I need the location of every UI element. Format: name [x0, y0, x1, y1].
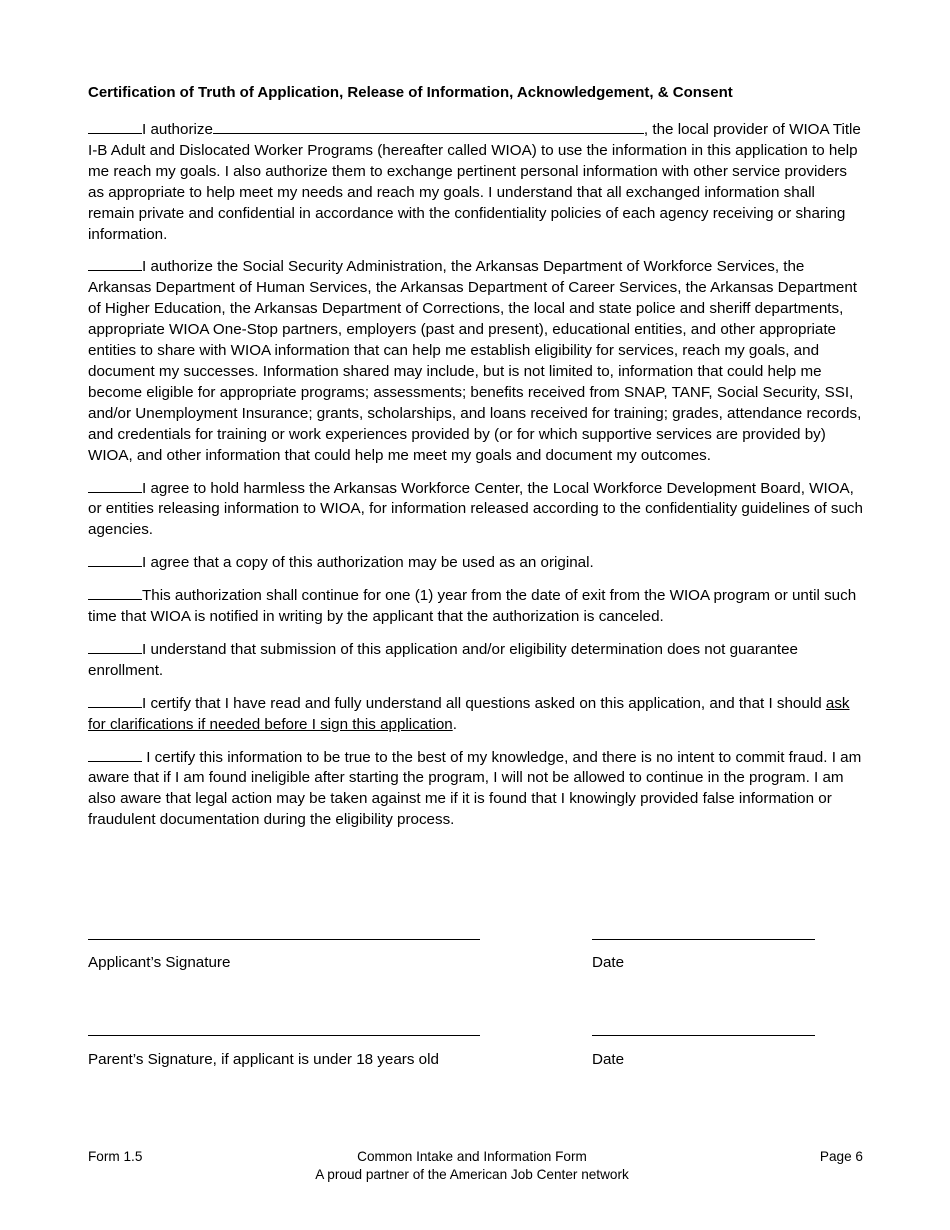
page-title: Certification of Truth of Application, Release of Information, Acknowledgement, & Consent — [88, 84, 733, 101]
paragraph-text: I agree that a copy of this authorization may be used as an original. — [142, 554, 594, 572]
initial-field-3[interactable] — [88, 478, 142, 493]
paragraph-lead: I authorize — [142, 121, 213, 138]
parent-signature-line[interactable] — [88, 1035, 480, 1036]
paragraph-text: I certify this information to be true to the best of my knowledge, and there is no intent to commit fraud. I am aware that if I am found ineligible after starting the program, I will not be allowed to continue in the program. I am also aware that legal action may be taken against me if it is found that I knowingly provided false information or fraudulent documentation during the eligibility process. — [88, 748, 862, 829]
footer-tagline: A proud partner of the American Job Center network — [315, 1167, 629, 1182]
applicant-date-label: Date — [592, 954, 625, 971]
paragraph-duration — [88, 585, 864, 628]
paragraph-certify-understand — [88, 693, 864, 736]
footer-center — [88, 1148, 856, 1184]
applicant-date-line[interactable] — [592, 939, 815, 940]
parent-date-line[interactable] — [592, 1035, 815, 1036]
initial-field-8[interactable] — [88, 747, 142, 762]
provider-name-field[interactable] — [213, 119, 644, 134]
document-body — [88, 82, 864, 842]
parent-date-label: Date — [592, 1051, 625, 1068]
paragraph-authorize-agencies — [88, 256, 864, 466]
initial-field-5[interactable] — [88, 585, 142, 600]
initial-field-1[interactable] — [88, 119, 142, 134]
paragraph-text-end: . — [452, 715, 457, 733]
paragraph-text: I agree to hold harmless the Arkansas Workforce Center, the Local Workforce Development Board, WIOA, or entities releasing information to WIOA, for information released according to the confidentiality guidelines of such agencies. — [88, 479, 863, 539]
paragraph-text: I authorize the Social Security Administration, the Arkansas Department of Workforce Services, the Arkansas Department of Human Services, the Arkansas Department of Career Services, the Arkansas Department of Higher Education, the Arkansas Department of Corrections, the local and state police and sheriff departments, appropriate WIOA One-Stop partners, employers (past and present), educational entities, and other appropriate entities to share with WIOA information that can help me establish eligibility for services, reach my goals, and document my successes. Information shared may include, but is not limited to, information that could help me become eligible for appropriate programs; assessments; benefits received from SNAP, TANF, Social Security, SSI, and/or Unemployment Insurance; grants, scholarships, and loans received for training; grades, attendance records, and credentials for training or work experiences provided by (or for which supportive services are provided by) WIOA, and other information that could help me meet my goals and document my outcomes. — [88, 258, 862, 464]
paragraph-text: I understand that submission of this application and/or eligibility determination does not guarantee enrollment. — [88, 640, 798, 679]
page-number: Page 6 — [819, 1149, 863, 1164]
paragraph-copy-original — [88, 552, 864, 574]
initial-field-6[interactable] — [88, 639, 142, 654]
paragraph-hold-harmless — [88, 478, 864, 542]
initial-field-2[interactable] — [88, 256, 142, 271]
parent-signature-label: Parent’s Signature, if applicant is under 18 years old — [88, 1051, 439, 1068]
initial-field-7[interactable] — [88, 693, 142, 708]
applicant-signature-line[interactable] — [88, 939, 480, 940]
paragraph-no-guarantee — [88, 639, 864, 682]
paragraph-text: This authorization shall continue for one (1) year from the date of exit from the WIOA program or until such time that WIOA is notified in writing by the applicant that the authorization is canceled. — [88, 587, 857, 626]
paragraph-authorize-provider — [88, 119, 864, 245]
form-name: Common Intake and Information Form — [357, 1149, 587, 1164]
initial-field-4[interactable] — [88, 552, 142, 567]
paragraph-certify-truth — [88, 747, 864, 832]
paragraph-underlined-text: ask for clarifications if needed before I sign this application — [88, 694, 850, 733]
form-number: Form 1.5 — [88, 1149, 143, 1164]
paragraph-text: , the local provider of WIOA Title I-B Adult and Dislocated Worker Programs (hereafter called WIOA) to use the information in this application to help me reach my goals. I also authorize them to exchange pertinent personal information with other service providers as appropriate to help meet my needs and reach my goals. I understand that all exchanged information shall remain private and confidential in accordance with the confidentiality policies of each agency receiving or sharing information. — [88, 121, 861, 243]
applicant-signature-label: Applicant’s Signature — [88, 954, 231, 971]
paragraph-text: I certify that I have read and fully understand all questions asked on this application, and that I should — [142, 694, 826, 712]
